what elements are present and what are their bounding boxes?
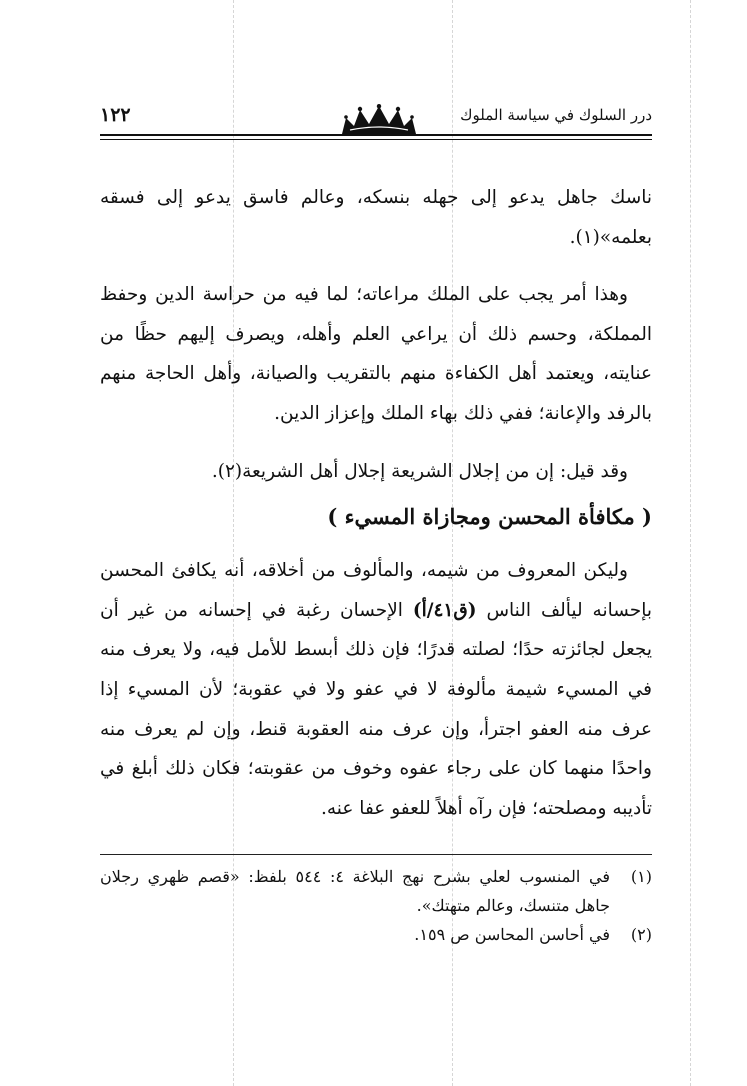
footnote-separator [100,854,652,855]
paragraph: وقد قيل: إن من إجلال الشريعة إجلال أهل الشريعة(٢). [211,460,628,482]
crown-ornament-icon [340,104,418,136]
scan-artifact-line [690,0,691,1086]
paragraph [100,551,652,828]
page-number: ١٢٢ [100,104,131,126]
footnote [100,920,652,949]
header-rule [100,134,652,140]
footnote-text: في المنسوب لعلي بشرح نهج البلاغة ٤: ٥٤٤ بلفظ: «قصم ظهري رجلان جاهل متنسك، وعالم متهتك». [100,867,611,915]
paragraph-continuation: ناسك جاهل يدعو إلى جهله بنسكه، وعالم فاسق يدعو إلى فسقه بعلمه»(١). [100,187,652,248]
paragraph-text: الإحسان رغبة في إحسانه من غير أن يجعل لجائزته حدًا؛ لصلته قدرًا؛ فإن ذلك أبسط للأمل فيه، ولا يعرف منه في المسيء شيمة مألوفة لا في عفو ولا في عقوبة؛ لأن المسيء إذا عرف منه العفو اجترأ، وإن عرف منه العقوبة قنط، وإن لم يعرف منه واحدًا منهما كان على رجاء عفوه وخوف من عقوبته؛ فكان ذلك أبلغ في تأديبه ومصلحته؛ فإن رآه أهلاً للعفو عفا عنه. [100,599,652,819]
footnote-number: (٢) [630,925,652,944]
main-text [100,178,652,846]
manuscript-folio-reference: (ق٤١/أ) [412,599,477,621]
footnote [100,862,652,920]
paragraph-text: وليكن المعروف من شيمه، والمألوف من أخلاقه، أنه يكافئ المحسن بإحسانه ليألف الناس [100,560,652,621]
footnotes [100,862,652,949]
section-heading: ( مكافأة المحسن ومجازاة المسيء ) [327,504,652,530]
running-title: درر السلوك في سياسة الملوك [460,106,652,124]
paragraph: وهذا أمر يجب على الملك مراعاته؛ لما فيه من حراسة الدين وحفظ المملكة، وحسم ذلك أن يراعي العلم وأهله، ويصرف إليهم حظًا من عنايته، ويعتمد أهل الكفاءة منهم بالتقريب والصيانة، وأهل الحاجة منهم بالرفد والإعانة؛ ففي ذلك بهاء الملك وإعزاز الدين. [100,284,652,424]
page-header [100,92,652,152]
footnote-number: (١) [630,867,652,886]
footnote-text: في أحاسن المحاسن ص ١٥٩. [414,925,610,944]
